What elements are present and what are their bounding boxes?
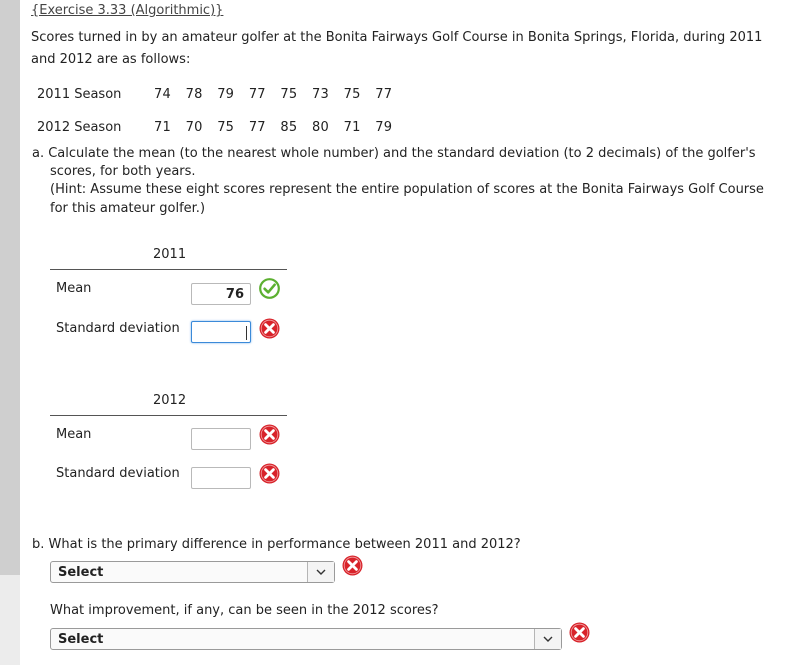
mean-2011-input[interactable]: 76 [191, 283, 251, 305]
left-gutter [0, 0, 20, 575]
dropdown-button[interactable] [534, 629, 561, 649]
performance-difference-select[interactable] [50, 561, 335, 583]
check-icon [259, 278, 280, 299]
intro-line-2: and 2012 are as follows: [31, 52, 191, 67]
sd-2012-input[interactable] [191, 467, 251, 489]
text-caret [246, 326, 247, 340]
mean-2012-input[interactable] [191, 428, 251, 450]
select-value: Select [58, 565, 104, 580]
error-x-icon [259, 463, 280, 484]
season-2012-scores: 71 70 75 77 85 80 71 79 [154, 120, 393, 135]
error-x-icon [259, 424, 280, 445]
season-2011-label: 2011 Season [37, 87, 122, 102]
error-x-icon [342, 555, 363, 576]
table-2011-mean-label: Mean [56, 281, 92, 296]
part-a-hint-line-1: (Hint: Assume these eight scores represent the entire population of scores at the Bonita Fairways Golf Course [50, 182, 764, 197]
improvement-select[interactable] [50, 628, 562, 650]
chevron-down-icon [535, 629, 561, 649]
table-2012-header: 2012 [153, 393, 187, 408]
sd-2011-input[interactable] [191, 321, 251, 343]
part-a-hint-line-2: for this amateur golfer.) [50, 201, 206, 216]
season-2012-label: 2012 Season [37, 120, 122, 135]
table-2012-sd-label: Standard deviation [56, 466, 180, 481]
part-b-question-2: What improvement, if any, can be seen in the 2012 scores? [50, 603, 439, 618]
season-2011-scores: 74 78 79 77 75 73 75 77 [154, 87, 393, 102]
part-b-question: b. What is the primary difference in performance between 2011 and 2012? [32, 537, 521, 552]
error-x-icon [569, 622, 590, 643]
table-2011-rule [50, 269, 287, 270]
part-a-question-line-1: a. Calculate the mean (to the nearest whole number) and the standard deviation (to 2 decimals) of the golfer's [32, 146, 756, 161]
table-2012-rule [50, 415, 287, 416]
chevron-down-icon [308, 562, 334, 582]
intro-line-1: Scores turned in by an amateur golfer at the Bonita Fairways Golf Course in Bonita Springs, Florida, during 2011 [31, 30, 763, 45]
exercise-title-link[interactable]: {Exercise 3.33 (Algorithmic)} [31, 3, 224, 18]
part-a-question-line-2: scores, for both years. [50, 164, 196, 179]
dropdown-button[interactable] [307, 562, 334, 582]
table-2011-header: 2011 [153, 247, 187, 262]
table-2011-sd-label: Standard deviation [56, 321, 180, 336]
table-2012-mean-label: Mean [56, 427, 92, 442]
left-gutter-lower [0, 575, 20, 665]
select-value: Select [58, 632, 104, 647]
error-x-icon [259, 318, 280, 339]
